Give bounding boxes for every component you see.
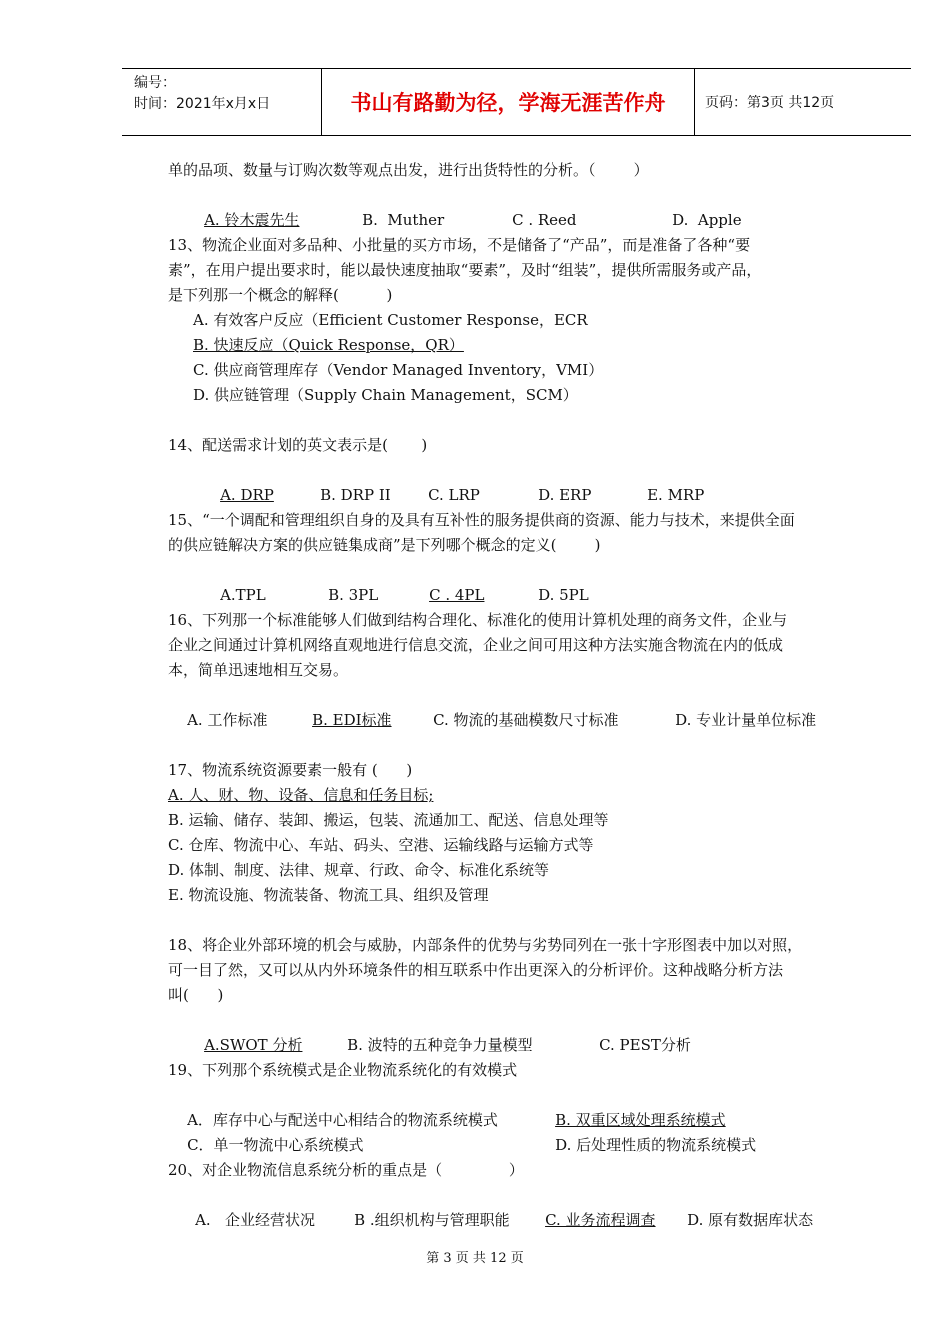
q18-text-2: 可一目了然，又可以从内外环境条件的相互联系中作出更深入的分析评价。这种战略分析方法: [168, 961, 784, 979]
q19-text: 19、下列那个系统模式是企业物流系统化的有效模式: [168, 1061, 518, 1079]
q18-text-1: 18、将企业外部环境的机会与威胁，内部条件的优势与劣势同列在一张十字形图表中加以对照，: [168, 936, 803, 954]
q15-option-d: D. 5PL: [538, 586, 589, 604]
q19-options-row-1: [168, 1083, 868, 1129]
q15-text-2: 的供应链解决方案的供应链集成商”是下列哪个概念的定义( ): [168, 536, 601, 554]
q15-option-a: A.TPL: [220, 586, 266, 604]
motto: 书山有路勤为径，学海无涯苦作舟: [322, 69, 695, 135]
q17-option-c: C. 仓库、物流中心、车站、码头、空港、运输线路与运输方式等: [168, 836, 594, 854]
q13-text-3: 是下列那一个概念的解释( ): [168, 286, 393, 304]
q16-option-c: C. 物流的基础模数尺寸标准: [433, 711, 619, 729]
q13-option-a: A. 有效客户反应（Efficient Customer Response，ECR: [193, 311, 588, 329]
q13-option-d: D. 供应链管理（Supply Chain Management，SCM）: [193, 386, 578, 404]
q18-option-a: A.SWOT 分析: [204, 1036, 303, 1054]
page-footer: 第 3 页 共 12 页: [426, 1251, 524, 1266]
q14-option-e: E. MRP: [647, 486, 705, 504]
q17-text: 17、物流系统资源要素一般有 ( ): [168, 761, 413, 779]
q20-option-d: D. 原有数据库状态: [687, 1211, 814, 1229]
q16-text-1: 16、下列那一个标准能够人们做到结构合理化、标准化的使用计算机处理的商务文件，企业与: [168, 611, 788, 629]
q16-option-d: D. 专业计量单位标准: [675, 711, 817, 729]
q16-text-2: 企业之间通过计算机网络直观地进行信息交流，企业之间可用这种方法实施含物流在内的低成: [168, 636, 784, 654]
q13-option-c: C. 供应商管理库存（Vendor Managed Inventory，VMI）: [193, 361, 604, 379]
q14-option-a: A. DRP: [220, 486, 274, 504]
q16-option-a: A. 工作标准: [187, 711, 268, 729]
q12-option-a: A. 铃木震先生: [204, 211, 300, 229]
q13-text-1: 13、物流企业面对多品种、小批量的买方市场，不是储备了“产品”，而是准备了各种“要: [168, 236, 751, 254]
q12-option-c: C . Reed: [512, 211, 577, 229]
q20-option-a: A. 企业经营状况: [195, 1211, 315, 1229]
q16-option-b: B. EDI标准: [312, 711, 392, 729]
q13-option-b: B. 快速反应（Quick Response，QR）: [193, 336, 464, 354]
q13-text-2: 素”，在用户提出要求时，能以最快速度抽取“要素”，及时“组装”，提供所需服务或产品，: [168, 261, 762, 279]
q12-option-d: D. Apple: [672, 211, 742, 229]
q18-option-b: B. 波特的五种竞争力量模型: [347, 1036, 533, 1054]
q17-option-d: D. 体制、制度、法律、规章、行政、命令、标准化系统等: [168, 861, 550, 879]
q16-text-3: 本，简单迅速地相互交易。: [168, 661, 349, 679]
q19-option-c: C．单一物流中心系统模式: [187, 1136, 364, 1154]
q15-option-c: C . 4PL: [429, 586, 485, 604]
q12-text: 单的品项、数量与订购次数等观点出发，进行出货特性的分析。（ ）: [168, 161, 649, 179]
q14-text: 14、配送需求计划的英文表示是( ): [168, 436, 428, 454]
q20-option-b: B .组织机构与管理职能: [354, 1211, 510, 1229]
q12-options: [168, 183, 868, 229]
header-table: [122, 68, 911, 136]
q14-option-d: D. ERP: [538, 486, 592, 504]
document-body: [168, 158, 868, 1229]
code-label: 编号：: [134, 75, 176, 91]
q20-text: 20、对企业物流信息系统分析的重点是（ ）: [168, 1161, 524, 1179]
q17-option-e: E. 物流设施、物流装备、物流工具、组织及管理: [168, 886, 489, 904]
q19-option-d: D. 后处理性质的物流系统模式: [555, 1136, 757, 1154]
q18-text-3: 叫( ): [168, 986, 224, 1004]
q17-option-a-wrap: [168, 783, 868, 808]
q17-option-a: A. 人、财、物、设备、信息和任务目标;: [168, 786, 434, 804]
q15-options: [168, 558, 868, 604]
header-left-cell: [122, 69, 322, 135]
q17-option-b: B. 运输、储存、装卸、搬运，包装、流通加工、配送、信息处理等: [168, 811, 609, 829]
q13-option-b-wrap: [168, 333, 868, 358]
q14-options: [168, 458, 868, 504]
time-label: 时间：2021年x月x日: [134, 96, 271, 112]
q18-options: [168, 1008, 868, 1054]
q12-option-b: B. Muther: [362, 211, 445, 229]
q19-option-b: B. 双重区域处理系统模式: [555, 1111, 726, 1129]
q19-option-a: A．库存中心与配送中心相结合的物流系统模式: [187, 1111, 498, 1129]
q16-options: [168, 683, 868, 729]
q15-option-b: B. 3PL: [328, 586, 379, 604]
q15-text-1: 15、“一个调配和管理组织自身的及具有互补性的服务提供商的资源、能力与技术，来提供全面: [168, 511, 795, 529]
page-info: 页码：第3页 共12页: [705, 95, 835, 111]
q20-options: [168, 1183, 868, 1229]
q14-option-c: C. LRP: [428, 486, 480, 504]
q18-option-c: C. PEST分析: [599, 1036, 691, 1054]
q20-option-c: C. 业务流程调查: [545, 1211, 656, 1229]
q14-option-b: B. DRP II: [320, 486, 391, 504]
